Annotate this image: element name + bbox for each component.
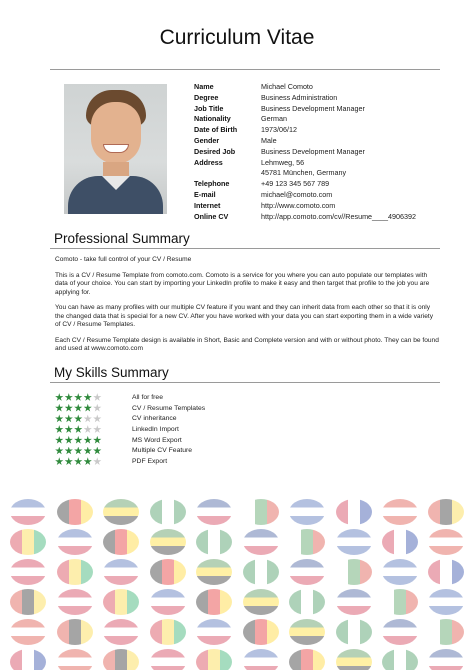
info-row: [194, 190, 416, 201]
info-value: Business Development Manager: [261, 103, 365, 113]
flag-icon: [289, 559, 325, 585]
star-icon: [74, 393, 83, 402]
flag-icon: [243, 589, 279, 615]
info-row: [194, 104, 416, 115]
star-icon: [93, 393, 102, 402]
star-icon: [74, 447, 83, 456]
star-icon: [65, 425, 74, 434]
flag-icon: [382, 529, 418, 555]
info-value: http://www.comoto.com: [261, 200, 336, 210]
flag-icon: [289, 499, 325, 525]
flag-icon: [103, 619, 139, 645]
skill-row: [55, 424, 205, 435]
info-row: [194, 147, 416, 158]
flag-icon: [10, 589, 46, 615]
flag-icon: [10, 499, 46, 525]
skills-list: [55, 392, 205, 467]
star-icon: [84, 425, 93, 434]
flag-icon: [382, 499, 418, 525]
skill-row: [55, 403, 205, 414]
rating-stars: [55, 425, 132, 434]
flag-icon: [150, 499, 186, 525]
flag-icon: [150, 529, 186, 555]
flag-icon: [10, 649, 46, 670]
flag-icon: [243, 649, 279, 670]
flag-icon: [57, 589, 93, 615]
flag-icon: [57, 499, 93, 525]
star-icon: [65, 404, 74, 413]
skill-label: LinkedIn Import: [132, 425, 179, 433]
skill-label: PDF Export: [132, 457, 168, 465]
star-icon: [84, 457, 93, 466]
rating-stars: [55, 436, 132, 445]
flag-icon: [103, 589, 139, 615]
star-icon: [74, 457, 83, 466]
personal-info: [194, 82, 416, 222]
info-label: Desired Job: [194, 146, 236, 156]
skill-label: CV / Resume Templates: [132, 404, 206, 412]
profile-photo: [64, 84, 167, 214]
info-value: 45781 München, Germany: [261, 168, 347, 178]
info-label: Degree: [194, 92, 219, 102]
info-row: [194, 158, 416, 169]
summary-paragraph: Each CV / Resume Template design is available in Short, Basic and Complete version and with or without photo. They can be found and used at www.comoto.com: [55, 337, 439, 353]
flag-icon: [382, 559, 418, 585]
star-icon: [93, 425, 102, 434]
info-row: [194, 114, 416, 125]
star-icon: [74, 414, 83, 423]
star-icon: [84, 436, 93, 445]
info-value: Lehmweg, 56: [261, 157, 305, 167]
star-icon: [65, 393, 74, 402]
info-row: [194, 201, 416, 212]
rating-stars: [55, 393, 132, 402]
flag-icon: [150, 649, 186, 670]
flag-icon: [243, 559, 279, 585]
rating-stars: [55, 414, 132, 423]
flag-icon: [196, 499, 232, 525]
star-icon: [55, 436, 64, 445]
info-row: [194, 168, 416, 179]
skills-heading: My Skills Summary: [54, 365, 169, 380]
flag-icon: [289, 589, 325, 615]
info-label: [194, 168, 261, 179]
star-icon: [84, 447, 93, 456]
flag-icon: [336, 589, 372, 615]
flag-icon: [428, 529, 464, 555]
rating-stars: [55, 447, 132, 456]
skill-row: [55, 445, 205, 456]
info-label: Gender: [194, 135, 220, 145]
info-label: Job Title: [194, 103, 224, 113]
info-label: Nationality: [194, 114, 231, 124]
skill-row: [55, 456, 205, 467]
rating-stars: [55, 404, 132, 413]
info-label: Online CV: [194, 211, 229, 221]
info-label: Telephone: [194, 179, 230, 189]
flag-icon: [103, 649, 139, 670]
star-icon: [74, 404, 83, 413]
summary-paragraph: You can have as many profiles with our multiple CV feature if you want and they can inherit data from each other so that it is only the changed data that is special for a new CV. After you have worked with your data you can start exporting them in a wide variety of CV / Resume Templates.: [55, 304, 434, 329]
flag-icon: [57, 619, 93, 645]
info-row: [194, 125, 416, 136]
flag-icon: [382, 649, 418, 670]
star-icon: [65, 436, 74, 445]
info-label: Name: [194, 82, 214, 91]
skill-label: MS Word Export: [132, 436, 182, 444]
rating-stars: [55, 457, 132, 466]
star-icon: [55, 447, 64, 456]
info-row: [194, 82, 416, 93]
flag-icon: [336, 499, 372, 525]
skill-label: All for free: [132, 393, 163, 401]
summary-paragraph: This is a CV / Resume Template from comoto.com. Comoto is a service for you where you can auto populate our templates with data of your choice. You can start by importing your LinkedIn profile to make it easy and then target that profile to the job you are applying for.: [55, 271, 430, 296]
summary-body: [55, 256, 439, 361]
star-icon: [93, 447, 102, 456]
flag-icon: [57, 529, 93, 555]
flag-icon: [289, 649, 325, 670]
star-icon: [55, 404, 64, 413]
flag-icon: [196, 649, 232, 670]
flag-icon: [428, 649, 464, 670]
star-icon: [84, 404, 93, 413]
info-row: [194, 212, 416, 223]
flag-icon: [243, 619, 279, 645]
info-row: [194, 136, 416, 147]
star-icon: [93, 436, 102, 445]
star-icon: [65, 414, 74, 423]
star-icon: [84, 393, 93, 402]
title-divider: [50, 69, 440, 70]
skills-divider: [50, 382, 440, 383]
star-icon: [65, 457, 74, 466]
flag-icon: [196, 619, 232, 645]
flag-icon: [336, 649, 372, 670]
star-icon: [93, 404, 102, 413]
flag-icon: [196, 529, 232, 555]
star-icon: [55, 414, 64, 423]
flag-icon: [150, 619, 186, 645]
flags-decoration: [0, 494, 474, 670]
info-value: Male: [261, 135, 277, 145]
flag-icon: [289, 619, 325, 645]
flag-icon: [382, 619, 418, 645]
flag-icon: [196, 589, 232, 615]
info-label: Address: [194, 157, 223, 167]
flag-icon: [428, 619, 464, 645]
star-icon: [55, 393, 64, 402]
star-icon: [74, 425, 83, 434]
star-icon: [93, 414, 102, 423]
star-icon: [93, 457, 102, 466]
summary-divider: [50, 248, 440, 249]
star-icon: [55, 457, 64, 466]
flag-icon: [336, 529, 372, 555]
skill-label: Multiple CV Feature: [132, 447, 193, 455]
skill-row: [55, 392, 205, 403]
flag-icon: [103, 499, 139, 525]
info-value: +49 123 345 567 789: [261, 179, 330, 189]
flag-icon: [196, 559, 232, 585]
flag-icon: [150, 559, 186, 585]
star-icon: [65, 447, 74, 456]
flag-icon: [57, 559, 93, 585]
flag-icon: [428, 589, 464, 615]
info-label: Internet: [194, 200, 221, 210]
flag-icon: [428, 559, 464, 585]
star-icon: [55, 425, 64, 434]
skill-label: CV inheritance: [132, 415, 177, 423]
summary-paragraph: Comoto - take full control of your CV / Resume: [55, 256, 192, 263]
flag-icon: [243, 529, 279, 555]
flag-icon: [289, 529, 325, 555]
info-row: [194, 93, 416, 104]
flag-icon: [150, 589, 186, 615]
flag-icon: [10, 619, 46, 645]
info-value: Michael Comoto: [261, 82, 313, 91]
flag-icon: [57, 649, 93, 670]
star-icon: [84, 414, 93, 423]
info-row: [194, 179, 416, 190]
skill-row: [55, 435, 205, 446]
info-label: Date of Birth: [194, 125, 238, 135]
flag-icon: [336, 619, 372, 645]
page-title: Curriculum Vitae: [159, 26, 315, 49]
flag-icon: [103, 559, 139, 585]
info-value: Business Development Manager: [261, 146, 365, 156]
flag-icon: [243, 499, 279, 525]
flag-icon: [10, 559, 46, 585]
flag-icon: [428, 499, 464, 525]
summary-heading: Professional Summary: [54, 231, 190, 246]
info-label: E-mail: [194, 189, 216, 199]
info-value: 1973/06/12: [261, 125, 297, 135]
info-value: German: [261, 114, 287, 124]
flag-icon: [10, 529, 46, 555]
flag-icon: [103, 529, 139, 555]
star-icon: [74, 436, 83, 445]
flag-icon: [382, 589, 418, 615]
info-value: http://app.comoto.com/cv//Resume____4906392: [261, 211, 417, 221]
info-value: Business Administration: [261, 92, 338, 102]
skill-row: [55, 413, 205, 424]
flag-icon: [336, 559, 372, 585]
info-value: michael@comoto.com: [261, 189, 333, 199]
